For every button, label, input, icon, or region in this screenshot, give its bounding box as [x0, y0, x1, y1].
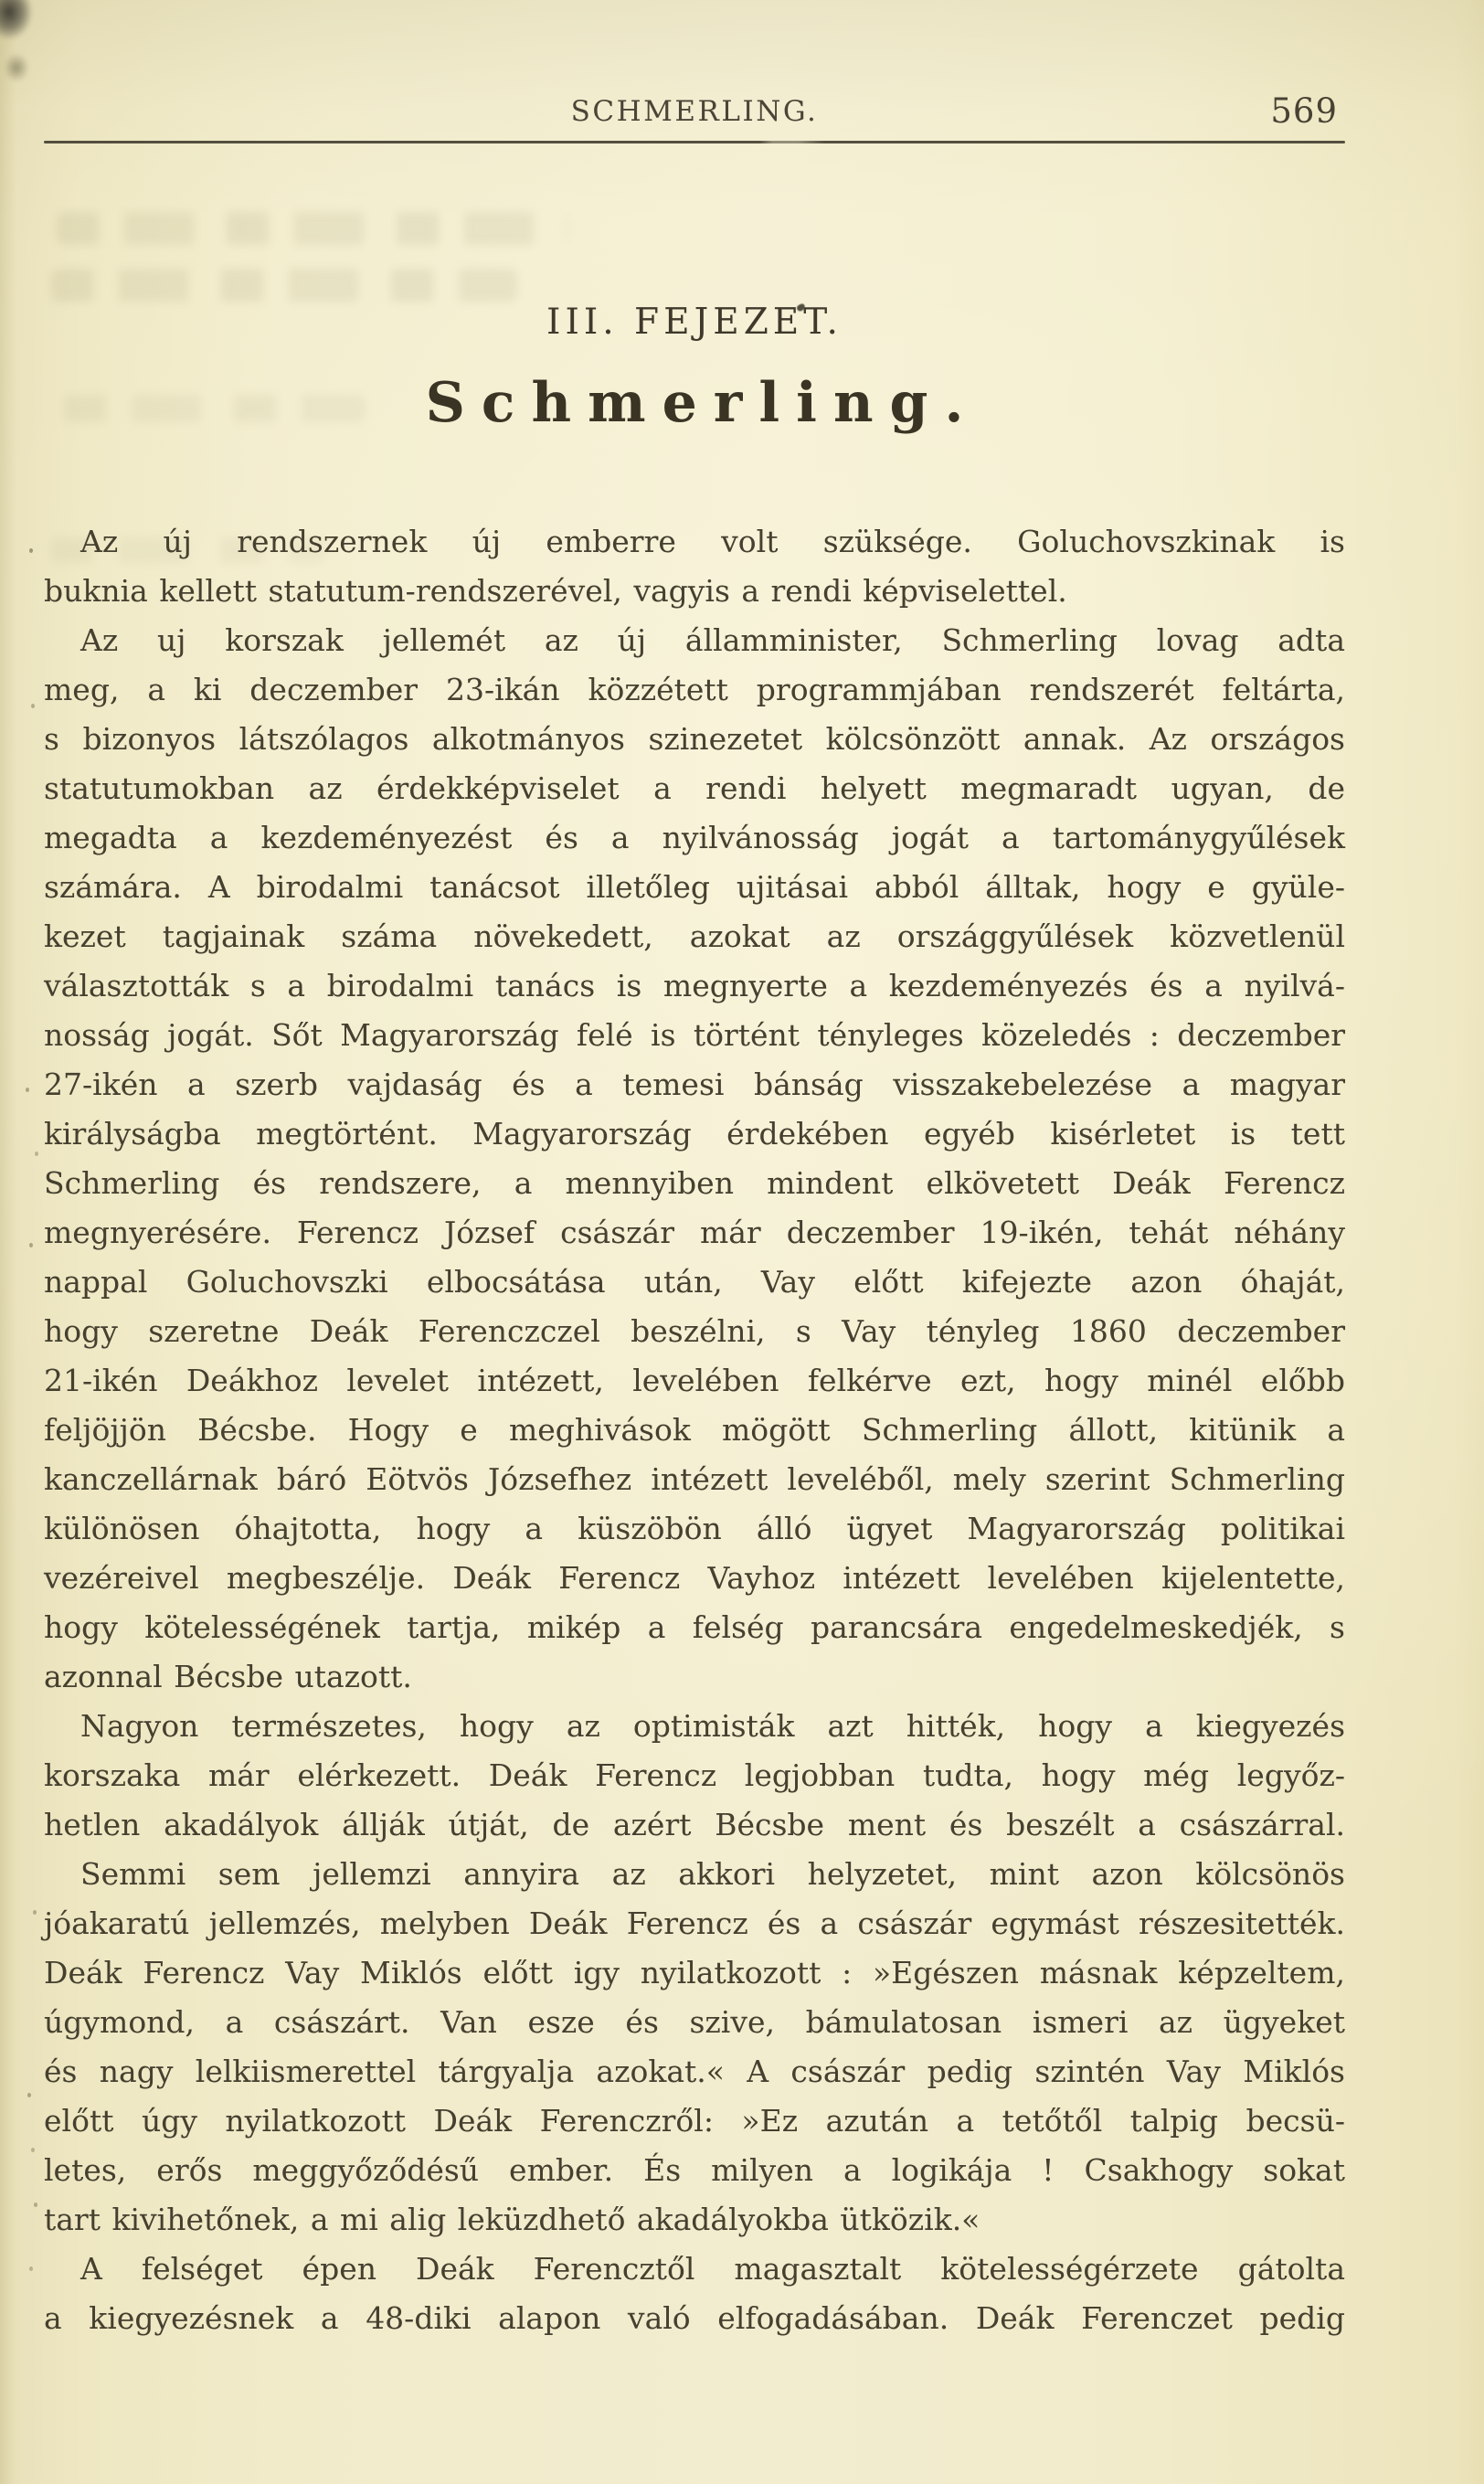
text-line: hetlen akadályok állják útját, de azért Bécsbe ment és beszélt a császárral.: [44, 1807, 1345, 1842]
margin-specks: [29, 548, 33, 553]
text-line: úgymond, a császárt. Van esze és szive, bámulatosan ismeri az ügyeket: [44, 2004, 1345, 2040]
text-line: választották s a birodalmi tanács is megnyerte a kezdeményezés és a nyilvá-: [44, 968, 1345, 1003]
text-line: előtt úgy nyilatkozott Deák Ferenczről: »Ez azután a tetőtől talpig becsü-: [44, 2103, 1345, 2139]
text-line: királyságba megtörtént. Magyarország érdekében egyéb kisérletet is tett: [44, 1116, 1345, 1152]
text-line: a kiegyezésnek a 48-diki alapon való elfogadásában. Deák Ferenczet pedig: [44, 2300, 1345, 2336]
text-line: buknia kellett statutum-rendszerével, vagyis a rendi képviselettel.: [44, 573, 1067, 609]
text-line: Az uj korszak jellemét az új államminister, Schmerling lovag adta: [80, 622, 1345, 658]
page-number: 569: [1270, 91, 1338, 131]
text-line: Schmerling és rendszere, a mennyiben mindent elkövetett Deák Ferencz: [44, 1165, 1345, 1201]
text-line: letes, erős meggyőződésű ember. És milyen a logikája ! Csakhogy sokat: [44, 2152, 1345, 2188]
chapter-heading: III. FEJEZET.: [546, 302, 843, 343]
header-rule: [44, 141, 1345, 143]
bleedthrough-artifact: [51, 269, 517, 302]
text-line: hogy szeretne Deák Ferenczczel beszélni, s Vay tényleg 1860 deczember: [44, 1313, 1345, 1349]
text-line: kezet tagjainak száma növekedett, azokat az országgyűlések közvetlenül: [44, 918, 1345, 954]
body-text: [44, 517, 1345, 2343]
text-line: feljöjjön Bécsbe. Hogy e meghivások mögött Schmerling állott, kitünik a: [44, 1412, 1345, 1448]
text-line: meg, a ki deczember 23-ikán közzétett programmjában rendszerét feltárta,: [44, 672, 1345, 707]
text-line: hogy kötelességének tartja, mikép a felség parancsára engedelmeskedjék, s: [44, 1609, 1345, 1645]
text-line: megadta a kezdeményezést és a nyilvánosság jogát a tartománygyűlések: [44, 820, 1345, 855]
scan-smudge-dot: [4, 53, 29, 82]
text-line: kanczellárnak báró Eötvös Józsefhez intézett leveléből, mely szerint Schmerling: [44, 1461, 1345, 1497]
text-line: s bizonyos látszólagos alkotmányos szinezetet kölcsönzött annak. Az országos: [44, 721, 1345, 757]
text-line: 21-ikén Deákhoz levelet intézett, levelében felkérve ezt, hogy minél előbb: [44, 1363, 1345, 1398]
running-header-title: SCHMERLING.: [570, 95, 819, 128]
text-line: különösen óhajtotta, hogy a küszöbön álló ügyet Magyarország politikai: [44, 1511, 1345, 1546]
text-line: azonnal Bécsbe utazott.: [44, 1659, 412, 1694]
page-header: [44, 91, 1345, 132]
text-line: jóakaratú jellemzés, melyben Deák Ferencz és a császár egymást részesitették.: [44, 1905, 1345, 1941]
text-line: A felséget épen Deák Ferencztől magasztalt kötelességérzete gátolta: [80, 2251, 1345, 2287]
chapter-title: Schmerling.: [425, 371, 980, 435]
text-line: Semmi sem jellemzi annyira az akkori helyzetet, mint azon kölcsönös: [80, 1856, 1345, 1892]
text-line: nappal Goluchovszki elbocsátása után, Vay előtt kifejezte azon óhaját,: [44, 1264, 1345, 1300]
text-line: korszaka már elérkezett. Deák Ferencz legjobban tudta, hogy még legyőz-: [44, 1757, 1345, 1793]
text-line: számára. A birodalmi tanácsot illetőleg ujitásai abból álltak, hogy e gyüle-: [44, 869, 1345, 905]
text-line: 27-ikén a szerb vajdaság és a temesi bánság visszakebelezése a magyar: [44, 1067, 1345, 1102]
bleedthrough-artifact: [57, 212, 568, 245]
text-line: Az új rendszernek új emberre volt szüksége. Goluchovszkinak is: [80, 524, 1345, 559]
text-line: nosság jogát. Sőt Magyarország felé is történt tényleges közeledés : deczember: [44, 1017, 1345, 1053]
text-line: vezéreivel megbeszélje. Deák Ferencz Vayhoz intézett levelében kijelentette,: [44, 1560, 1345, 1596]
text-line: Nagyon természetes, hogy az optimisták azt hitték, hogy a kiegyezés: [80, 1708, 1345, 1744]
text-line: és nagy lelkiismerettel tárgyalja azokat.« A császár pedig szintén Vay Miklós: [44, 2054, 1345, 2089]
text-line: Deák Ferencz Vay Miklós előtt igy nyilatkozott : »Egészen másnak képzeltem,: [44, 1955, 1345, 1990]
text-line: statutumokban az érdekképviselet a rendi helyett megmaradt ugyan, de: [44, 770, 1345, 806]
text-line: tart kivihetőnek, a mi alig leküzdhető akadályokba ütközik.«: [44, 2202, 980, 2237]
scan-corner-blob: [0, 0, 33, 40]
text-line: megnyerésére. Ferencz József császár már deczember 19-ikén, tehát néhány: [44, 1215, 1345, 1250]
